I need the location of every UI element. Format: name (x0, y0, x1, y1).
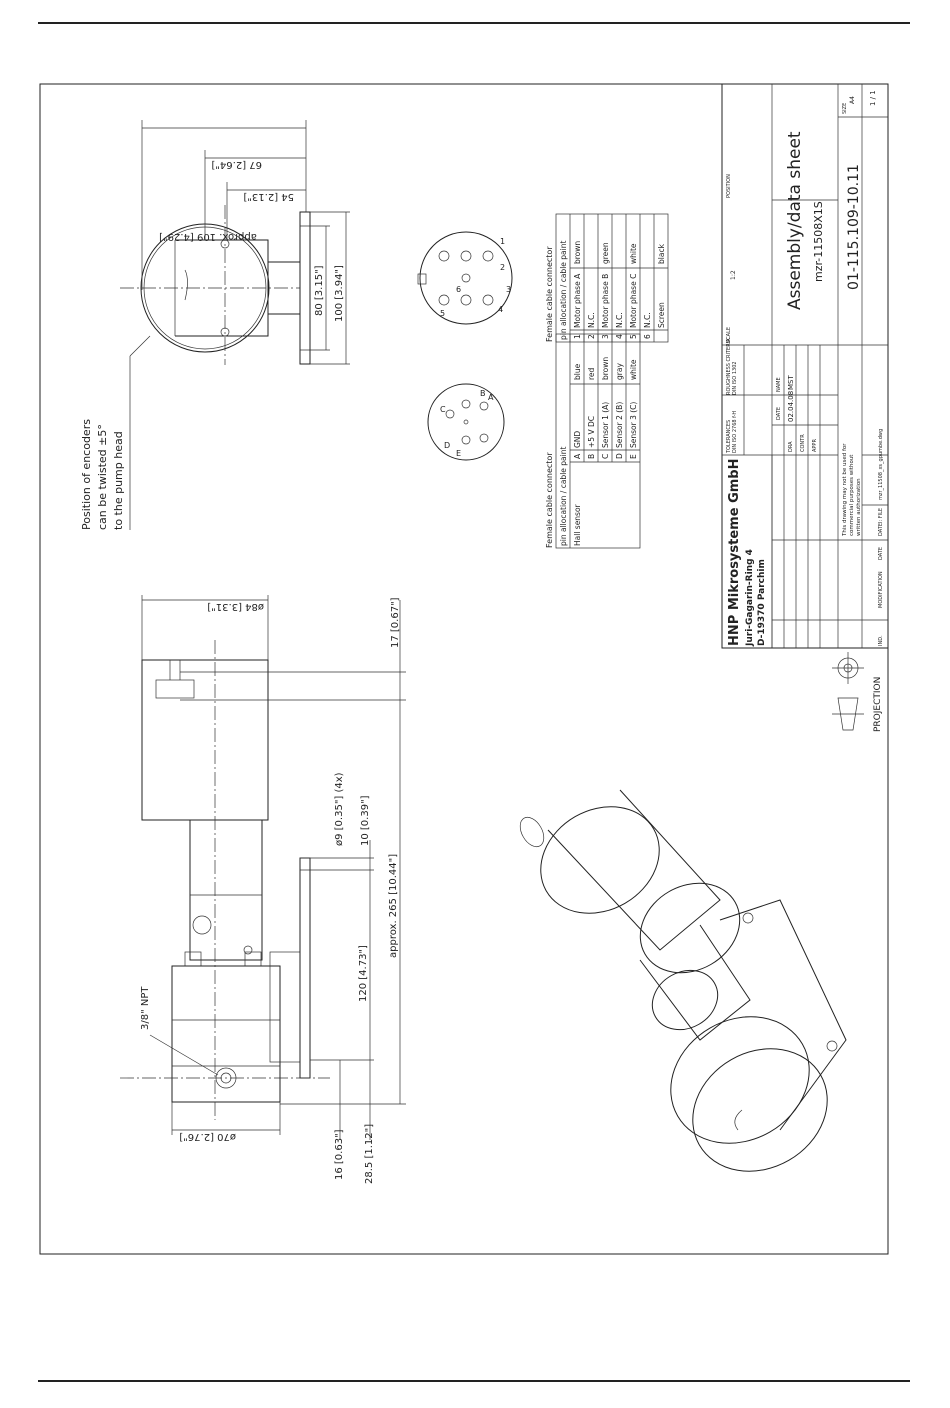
dim-120: 120 [4.73"] (358, 945, 369, 1002)
hall-table-name-1: +5 V DC (587, 416, 596, 448)
projection-symbol (832, 652, 883, 732)
dim-28-5: 28.5 [1.12"] (364, 1123, 375, 1184)
motor-table-name-4: Motor phase C (629, 273, 638, 328)
roughness-label: ROUGHNESS CRITERIA (726, 338, 732, 395)
hall-table-color-2: brown (601, 356, 610, 380)
dim-67: 67 [2.64"] (211, 159, 262, 170)
motor-table-pin-2: 3 (601, 334, 610, 339)
motor-connector-face (418, 232, 512, 324)
dim-17: 17 [0.67"] (390, 597, 401, 648)
file-value: mzr_11508_xs_gpumbe.dwg (878, 428, 884, 500)
dim-16: 16 [0.63"] (334, 1129, 345, 1180)
dim-100: 100 [3.94"] (334, 265, 345, 322)
scale-label: SCALE (726, 326, 732, 343)
drawn-date: 02.04.08 (787, 390, 795, 422)
tolerances-label: TOLERANCES (726, 419, 732, 453)
hall-table-header: pin allocation / cable paint (559, 446, 568, 546)
dim-80: 80 [3.15"] (314, 265, 325, 316)
dim-approx-109: approx. 109 [4.29"] (159, 231, 257, 242)
approved-label: APPR (812, 439, 818, 452)
note-line-2: can be twisted ±5° (96, 424, 109, 530)
motor-table-pin-4: 5 (629, 334, 638, 339)
motor-table-color-0: brown (573, 240, 582, 264)
side-view (120, 595, 406, 1184)
hall-pin-c: C (440, 405, 446, 414)
scale-value: 1:2 (730, 270, 737, 280)
dim-dia-9: ø9 [0.35"] (4x) (334, 772, 345, 846)
motor-pin-1: 1 (500, 237, 506, 246)
hall-connector-face (428, 384, 504, 460)
motor-pin-table (545, 214, 668, 342)
projection-label: PROJECTION (873, 676, 883, 732)
motor-pin-2: 2 (500, 263, 506, 272)
note-line-1: Position of encoders (80, 419, 93, 530)
drawn-name: MST (787, 375, 795, 390)
hall-table-color-0: blue (573, 363, 582, 380)
motor-pin-5: 5 (440, 309, 446, 318)
tolerances-value: DIN ISO 2768 f-H (732, 410, 738, 453)
hall-table-name-0: GND (573, 430, 582, 448)
name-label: NAME (776, 377, 782, 392)
drawn-label: DRA (788, 441, 794, 452)
hall-table-pin-4: E (629, 454, 638, 459)
hall-table-pin-0: A (573, 453, 582, 459)
sheet-title: Assembly/data sheet (785, 131, 805, 310)
model-number: mzr-11508X1S (812, 201, 825, 282)
motor-table-pin-0: 1 (573, 334, 582, 339)
motor-pin-6: 6 (456, 285, 462, 294)
motor-table-pin-3: 4 (615, 334, 624, 339)
modification-label: MODIFICATION (878, 571, 884, 608)
hall-table-pin-2: C (601, 453, 610, 459)
motor-table-name-0: Motor phase A (573, 273, 582, 328)
motor-table-color-6: black (657, 244, 666, 264)
company-city: D-19370 Parchim (757, 559, 767, 646)
size-label: SIZE (842, 102, 848, 114)
hall-pin-d: D (444, 441, 451, 450)
hall-table-name-4: Sensor 3 (C) (629, 401, 638, 448)
motor-table-name-3: N.C. (615, 312, 624, 328)
motor-table-name-2: Motor phase B (601, 273, 610, 328)
end-view (120, 120, 350, 365)
hall-pin-a: A (488, 393, 494, 402)
motor-pin-3: 3 (506, 285, 512, 294)
dim-dia-70: ø70 [2.76"] (179, 1131, 236, 1142)
motor-table-title: Female cable connector (545, 246, 554, 342)
hall-table-color-4: white (629, 359, 638, 380)
position-label: POSITION (726, 174, 732, 198)
checked-label: CONTR (800, 434, 806, 452)
date-label: DATE (776, 406, 782, 420)
dim-10: 10 [0.39"] (360, 795, 371, 846)
motor-table-name-1: N.C. (587, 312, 596, 328)
title-block (722, 84, 888, 648)
encoder-note (80, 336, 150, 530)
drawing-frame (40, 84, 888, 1254)
hall-table-title: Female cable connector (545, 452, 554, 548)
dim-54: 54 [2.13"] (243, 191, 294, 202)
motor-table-header: pin allocation / cable paint (559, 240, 568, 340)
hall-table-name-3: Sensor 2 (B) (615, 401, 624, 448)
date-label-2: DATE (878, 546, 884, 560)
sheet-value: 1 / 1 (869, 90, 877, 106)
company-name: HNP Mikrosysteme GmbH (727, 458, 742, 646)
dim-dia-84: ø84 [3.31"] (207, 601, 264, 612)
hall-table-group: Hall sensor (573, 504, 582, 546)
hall-table-name-2: Sensor 1 (A) (601, 401, 610, 448)
dim-npt: 3/8" NPT (140, 986, 151, 1030)
motor-table-color-2: green (601, 242, 610, 264)
motor-table-color-4: white (629, 243, 638, 264)
motor-table-name-6: Screen (657, 302, 666, 328)
hall-table-color-3: gray (615, 363, 624, 380)
roughness-value: DIN ISO 1302 (732, 361, 738, 395)
hall-pin-b: B (480, 389, 486, 398)
notice-text: This drawing may not be used forcommercial purposes withoutwritten authorization (842, 443, 862, 536)
index-label: IND. (878, 635, 884, 646)
motor-table-pin-5: 6 (643, 334, 652, 339)
motor-pin-4: 4 (498, 305, 504, 314)
company-street: Juri-Gagarin-Ring 4 (745, 549, 755, 646)
dim-approx-265: approx. 265 [10.44"] (388, 853, 399, 958)
hall-pin-table (545, 334, 640, 548)
isometric-view (515, 786, 849, 1196)
file-label: DATEI: FILE (878, 507, 884, 536)
hall-table-color-1: red (587, 367, 596, 380)
hall-table-pin-3: D (615, 453, 624, 459)
hall-table-pin-1: B (587, 453, 596, 459)
hall-pin-e: E (456, 449, 462, 458)
note-line-3: to the pump head (112, 431, 125, 530)
motor-table-pin-1: 2 (587, 334, 596, 339)
drawing-number: 01-115.109-10.11 (846, 164, 862, 290)
size-value: A4 (849, 96, 856, 104)
motor-table-name-5: N.C. (643, 312, 652, 328)
